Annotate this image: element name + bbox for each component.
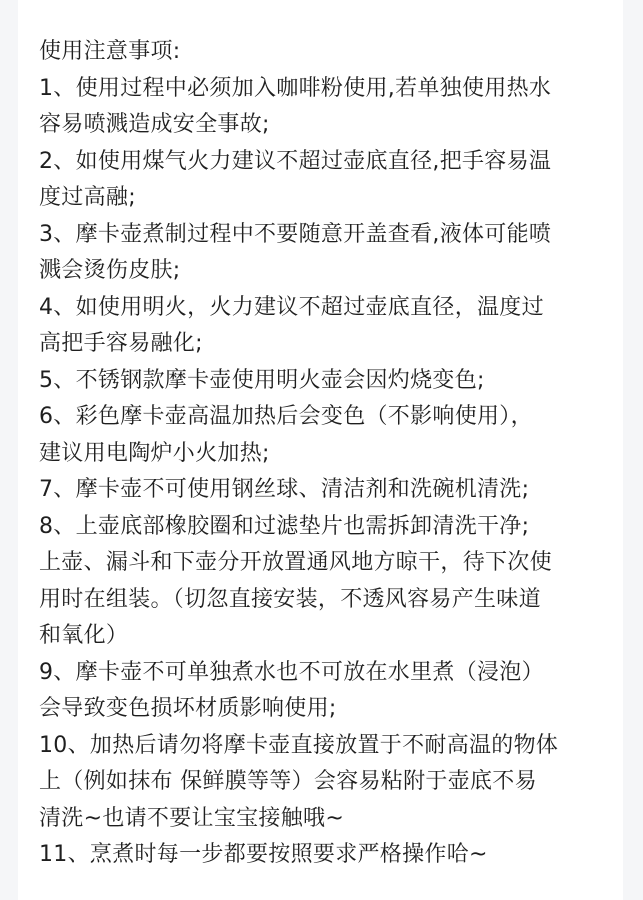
- notes-list: [39, 71, 623, 874]
- note-line: 溅会烫伤皮肤;: [39, 258, 181, 283]
- note-line: 8、上壶底部橡胶圈和过滤垫片也需拆卸清洗干净;: [39, 513, 530, 539]
- note-line: 高把手容易融化;: [39, 331, 203, 356]
- note-line: 清洗~也请不要让宝宝接触哦~: [39, 805, 345, 831]
- note-line: 度过高融;: [39, 185, 136, 210]
- note-line: 会导致变色损坏材质影响使用;: [39, 696, 337, 721]
- note-line: 和氧化）: [39, 623, 129, 648]
- note-line: 10、加热后请勿将摩卡壶直接放置于不耐高温的物体: [39, 732, 559, 758]
- note-line: 上壶、漏斗和下壶分开放置通风地方晾干，待下次使: [39, 550, 552, 575]
- note-line: 上（例如抹布 保鲜膜等等）会容易粘附于壶底不易: [39, 769, 537, 794]
- note-line: 建议用电陶炉小火加热;: [39, 440, 270, 466]
- note-line: 11、烹煮时每一步都要按照要求严格操作哈~: [39, 842, 488, 867]
- note-line: 5、不锈钢款摩卡壶使用明火壶会因灼烧变色;: [39, 367, 485, 393]
- note-line: 用时在组装。（切忽直接安装，不透风容易产生味道: [39, 586, 541, 612]
- notes-title: 使用注意事项:: [39, 39, 181, 64]
- note-line: 9、摩卡壶不可单独煮水也不可放在水里煮（浸泡）: [39, 659, 544, 685]
- note-line: 7、摩卡壶不可使用钢丝球、清洁剂和洗碗机清洗;: [39, 477, 530, 502]
- notes-card: [18, 0, 623, 900]
- note-line: 容易喷溅造成安全事故;: [39, 112, 270, 137]
- note-line: 3、摩卡壶煮制过程中不要随意开盖查看,液体可能喷: [39, 221, 552, 247]
- note-line: 1、使用过程中必须加入咖啡粉使用,若单独使用热水: [39, 75, 552, 101]
- note-line: 6、彩色摩卡壶高温加热后会变色（不影响使用），: [39, 404, 533, 429]
- note-line: 4、如使用明火，火力建议不超过壶底直径，温度过: [39, 294, 544, 320]
- note-line: 2、如使用煤气火力建议不超过壶底直径,把手容易温: [39, 148, 552, 174]
